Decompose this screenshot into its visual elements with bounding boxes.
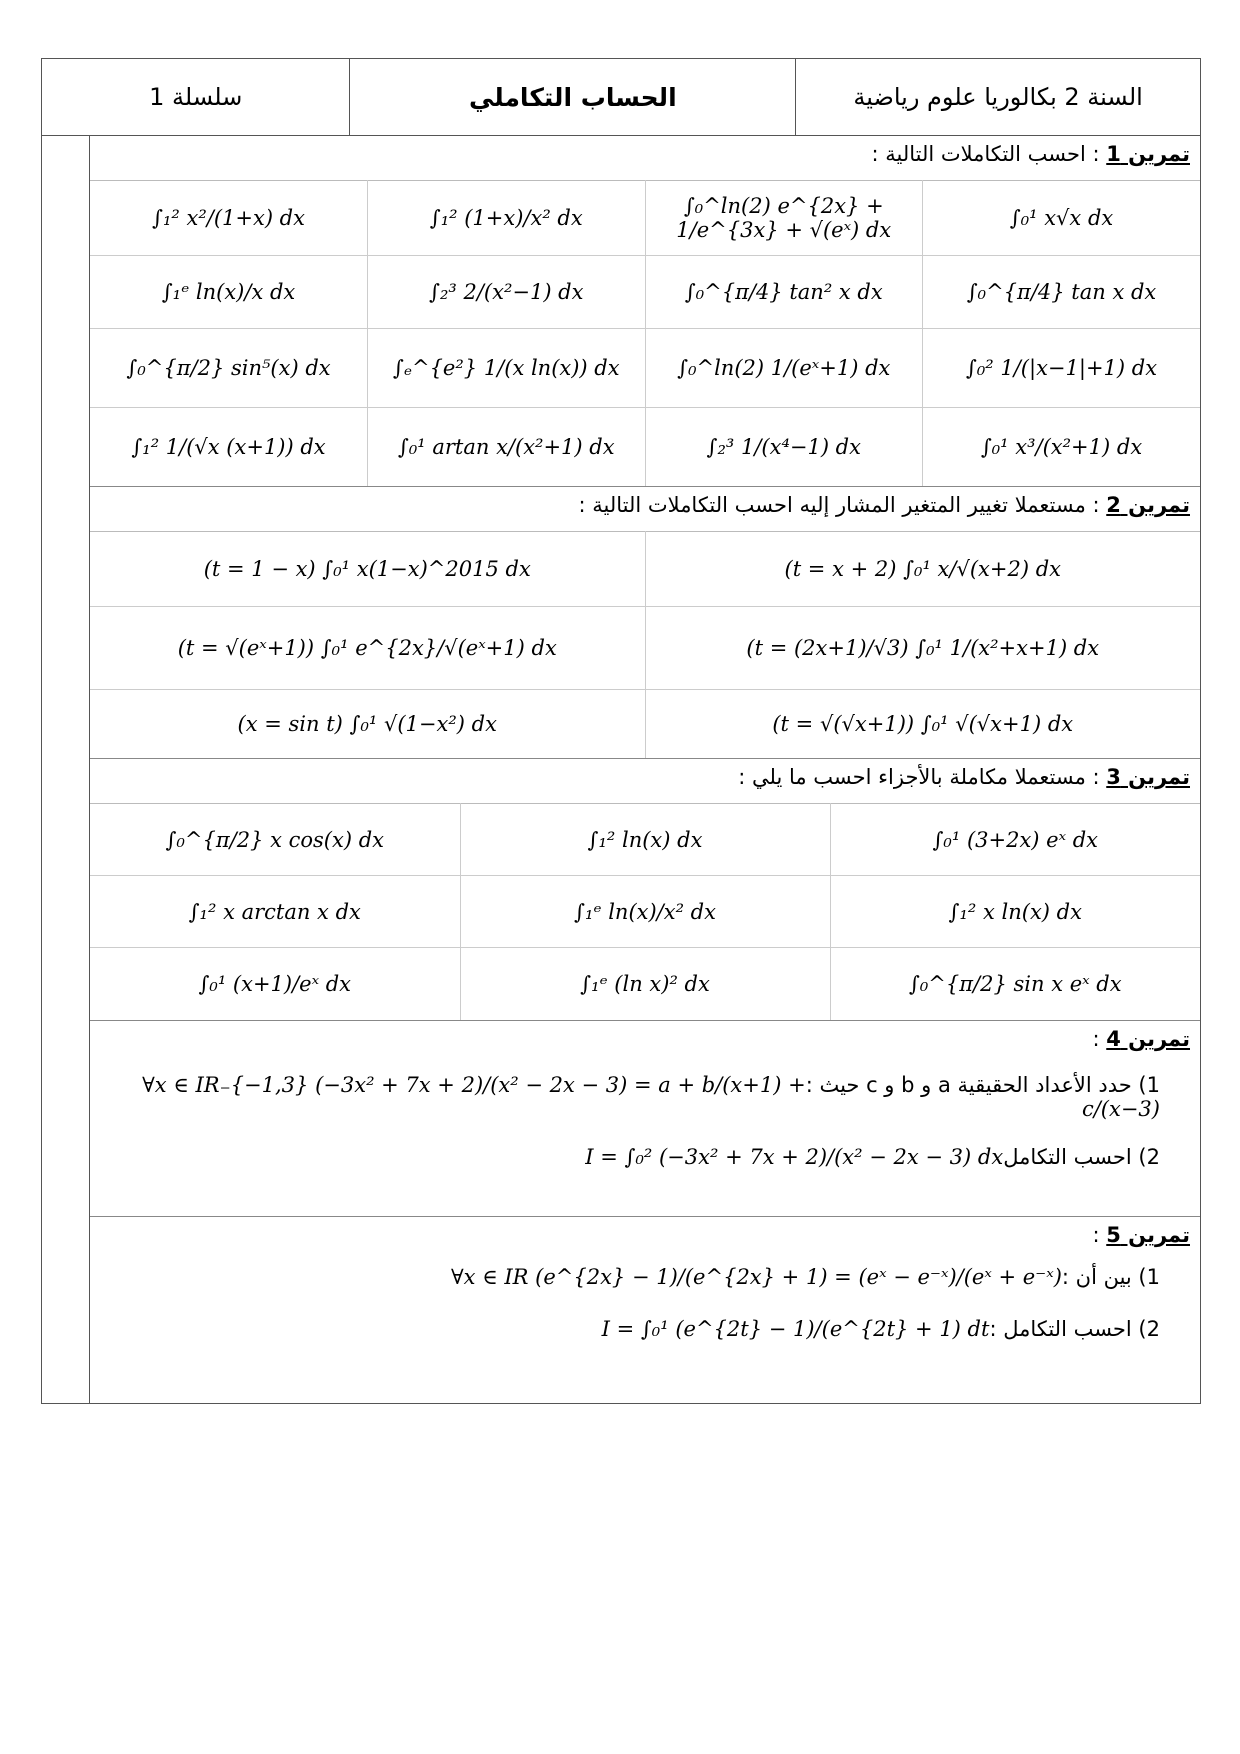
question-math: I = ∫₀² (−3x² + 7x + 2)/(x² − 2x − 3) dx xyxy=(585,1144,1004,1169)
exercise-3-grid xyxy=(90,803,1200,1020)
level-label: السنة 2 بكالوريا علوم رياضية xyxy=(796,59,1201,136)
page-title: الحساب التكاملي xyxy=(350,59,796,136)
exercise-5-question-1 xyxy=(90,1251,1200,1297)
integral-cell: ∫₁ᵉ ln(x)/x² dx xyxy=(460,876,830,948)
exercise-3-label: تمرين 3 xyxy=(1106,765,1190,789)
exercise-2-instruction: : مستعملا تغيير المتغير المشار إليه احسب التكاملات التالية : xyxy=(578,492,1107,517)
integral-cell: ∫₀² 1/(|x−1|+1) dx xyxy=(923,329,1201,408)
question-math: ∀x ∈ IR₋{−1,3} (−3x² + 7x + 2)/(x² − 2x − 3) = a + b/(x+1) + c/(x−3) xyxy=(142,1072,1160,1121)
integral-cell: ∫₀¹ artan x/(x²+1) dx xyxy=(368,408,646,486)
integral-cell: ∫₂³ 1/(x⁴−1) dx xyxy=(645,408,923,486)
question-math: ∀x ∈ IR (e^{2x} − 1)/(e^{2x} + 1) = (eˣ − e⁻ˣ)/(eˣ + e⁻ˣ) xyxy=(450,1264,1062,1289)
integral-cell: ∫₁² x ln(x) dx xyxy=(830,876,1200,948)
integral-cell: ∫₁ᵉ ln(x)/x dx xyxy=(90,256,368,329)
question-text: 2) احسب التكامل : xyxy=(989,1316,1160,1341)
exercise-4 xyxy=(90,1021,1200,1217)
exercise-3-instruction: : مستعملا مكاملة بالأجزاء احسب ما يلي : xyxy=(738,765,1107,789)
integral-cell: ∫₂³ 2/(x²−1) dx xyxy=(368,256,646,329)
integral-cell: (t = √(√x+1)) ∫₀¹ √(√x+1) dx xyxy=(645,689,1200,758)
integral-cell: (t = x + 2) ∫₀¹ x/√(x+2) dx xyxy=(645,531,1200,606)
integral-cell: (x = sin t) ∫₀¹ √(1−x²) dx xyxy=(90,689,645,758)
exercise-4-title xyxy=(90,1021,1200,1055)
exercise-3 xyxy=(90,759,1200,1021)
exercise-1-title xyxy=(90,136,1200,180)
integral-cell: ∫₀^{π/2} sin⁵(x) dx xyxy=(90,329,368,408)
integral-cell: ∫₁² ln(x) dx xyxy=(460,804,830,876)
exercise-1-grid xyxy=(90,180,1200,486)
integral-cell: ∫₀¹ x³/(x²+1) dx xyxy=(923,408,1201,486)
integral-cell: ∫₁² x arctan x dx xyxy=(90,876,460,948)
integral-cell: ∫₁² 1/(√x (x+1)) dx xyxy=(90,408,368,486)
exercise-5-suffix: : xyxy=(1092,1222,1107,1247)
integral-cell: ∫ₑ^{e²} 1/(x ln(x)) dx xyxy=(368,329,646,408)
question-math: I = ∫₀¹ (e^{2t} − 1)/(e^{2t} + 1) dt xyxy=(601,1316,990,1341)
integral-cell: ∫₀^{π/2} x cos(x) dx xyxy=(90,804,460,876)
exercise-1 xyxy=(90,136,1200,487)
exercise-1-label: تمرين 1 xyxy=(1106,142,1190,166)
exercise-4-question-1 xyxy=(90,1055,1200,1129)
integral-cell: ∫₀^{π/4} tan x dx xyxy=(923,256,1201,329)
worksheet xyxy=(41,58,1201,1341)
left-margin xyxy=(42,136,90,1403)
exercise-2-title xyxy=(90,487,1200,531)
integral-cell: ∫₀^ln(2) 1/(eˣ+1) dx xyxy=(645,329,923,408)
integral-cell: ∫₁ᵉ (ln x)² dx xyxy=(460,948,830,1020)
integral-cell: ∫₀¹ (3+2x) eˣ dx xyxy=(830,804,1200,876)
question-text: 1) حدد الأعداد الحقيقية a و b و c حيث : xyxy=(805,1072,1160,1097)
question-text: 1) بين أن : xyxy=(1061,1264,1160,1289)
header-table xyxy=(41,58,1201,136)
integral-cell: (t = (2x+1)/√3) ∫₀¹ 1/(x²+x+1) dx xyxy=(645,606,1200,689)
exercise-5 xyxy=(90,1217,1200,1349)
exercise-4-suffix: : xyxy=(1092,1026,1107,1051)
question-text: 2) احسب التكامل xyxy=(1003,1144,1160,1169)
integral-cell: ∫₀¹ x√x dx xyxy=(923,181,1201,256)
content xyxy=(90,136,1200,1349)
exercise-2-grid xyxy=(90,531,1200,759)
exercise-4-label: تمرين 4 xyxy=(1106,1026,1190,1051)
exercise-5-label: تمرين 5 xyxy=(1106,1222,1190,1247)
integral-cell: ∫₀^{π/4} tan² x dx xyxy=(645,256,923,329)
integral-cell: ∫₀^{π/2} sin x eˣ dx xyxy=(830,948,1200,1020)
exercise-body xyxy=(41,136,1201,1404)
exercise-1-instruction: : احسب التكاملات التالية : xyxy=(871,142,1107,166)
integral-cell: ∫₀¹ (x+1)/eˣ dx xyxy=(90,948,460,1020)
exercise-5-question-2 xyxy=(90,1297,1200,1349)
exercise-5-title xyxy=(90,1217,1200,1251)
series-label: سلسلة 1 xyxy=(42,59,350,136)
exercise-2-label: تمرين 2 xyxy=(1106,492,1190,517)
integral-cell: ∫₀^ln(2) e^{2x} + 1/e^{3x} + √(eˣ) dx xyxy=(645,181,923,256)
integral-cell: (t = 1 − x) ∫₀¹ x(1−x)^2015 dx xyxy=(90,531,645,606)
exercise-3-title xyxy=(90,759,1200,803)
integral-cell: (t = √(eˣ+1)) ∫₀¹ e^{2x}/√(eˣ+1) dx xyxy=(90,606,645,689)
integral-cell: ∫₁² x²/(1+x) dx xyxy=(90,181,368,256)
exercise-4-question-2 xyxy=(90,1129,1200,1177)
exercise-2 xyxy=(90,487,1200,760)
integral-cell: ∫₁² (1+x)/x² dx xyxy=(368,181,646,256)
